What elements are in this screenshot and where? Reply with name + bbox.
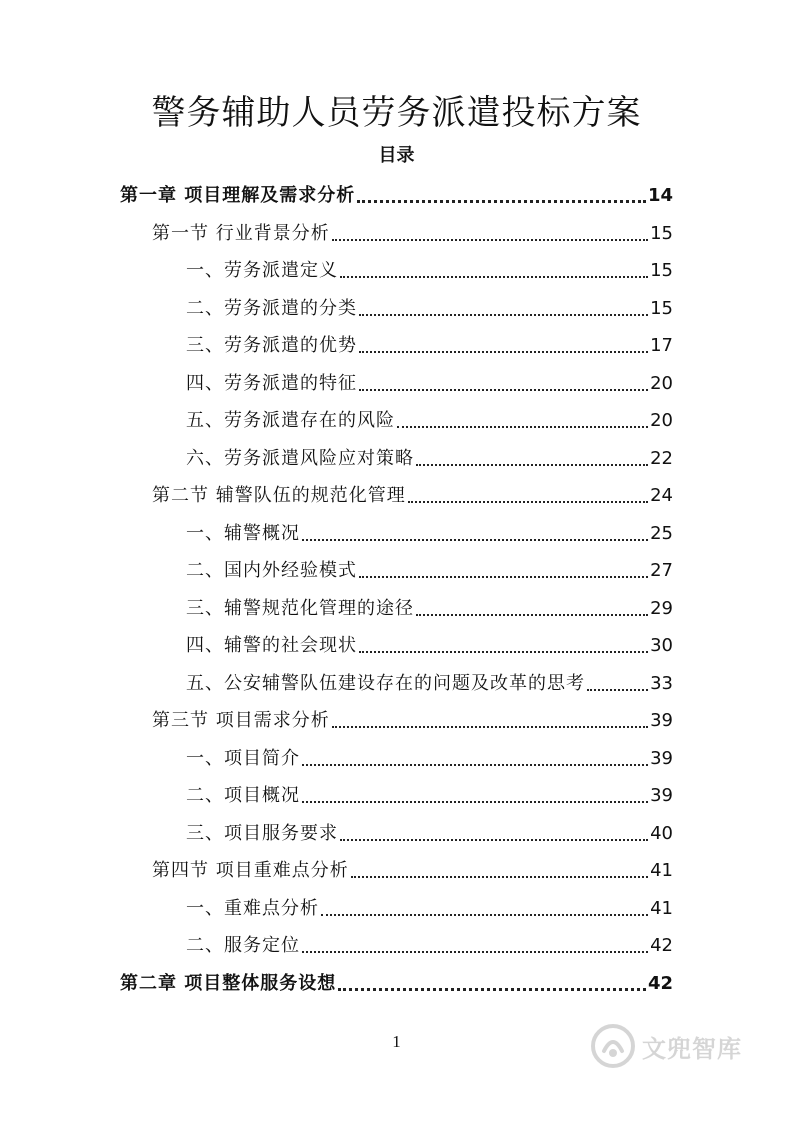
toc-leader-dots [302,764,648,766]
document-title: 警务辅助人员劳务派遣投标方案 [151,93,642,133]
toc-entry-label: 第一章 项目理解及需求分析 [120,185,356,206]
toc-entry-item[interactable] [186,364,673,401]
toc-entry-label: 二、服务定位 [186,935,300,956]
toc-leader-dots [302,801,648,803]
toc-leader-dots [338,988,646,991]
toc-entry-label: 第二节 辅警队伍的规范化管理 [152,485,406,506]
toc-entry-label: 第二章 项目整体服务设想 [120,972,337,994]
toc-entry-page: 22 [650,447,673,469]
toc-entry-page: 20 [650,410,673,431]
toc-entry-item[interactable] [186,739,673,776]
toc-entry-page: 39 [650,710,673,731]
toc-entry-label: 三、劳务派遣的优势 [186,335,357,356]
toc-entry-label: 五、公安辅警队伍建设存在的问题及改革的思考 [186,672,585,694]
toc-entry-section[interactable] [152,851,673,888]
toc-entry-label: 一、劳务派遣定义 [186,260,338,281]
toc-entry-chapter-1[interactable] [120,176,673,213]
toc-leader-dots [587,689,648,691]
wendou-logo-icon [590,1023,636,1069]
toc-leader-dots [359,314,648,316]
toc-leader-dots [332,239,648,241]
toc-entry-label: 三、项目服务要求 [186,822,338,844]
toc-entry-page: 30 [650,635,673,656]
toc-entry-page: 15 [650,297,673,319]
toc-entry-label: 第一节 行业背景分析 [152,222,330,244]
toc-entry-label: 四、劳务派遣的特征 [186,372,357,394]
toc-leader-dots [416,614,648,616]
toc-entry-page: 25 [650,522,673,544]
toc-leader-dots [351,876,648,878]
toc-entry-chapter-2[interactable] [120,964,673,1001]
toc-leader-dots [397,426,648,428]
toc-entry-section[interactable] [152,701,673,738]
page-number: 1 [392,1032,401,1051]
toc-entry-item[interactable] [186,439,673,476]
toc-leader-dots [332,726,648,728]
toc-leader-dots [359,651,648,653]
toc-entry-label: 第三节 项目需求分析 [152,710,330,731]
toc-entry-item[interactable] [186,626,673,663]
toc-heading: 目录 [378,145,415,166]
toc-entry-page: 41 [650,860,673,881]
toc-entry-page: 40 [650,822,673,844]
toc-leader-dots [321,914,648,916]
toc-entry-label: 五、劳务派遣存在的风险 [186,410,395,431]
toc-entry-page: 33 [650,672,673,694]
toc-leader-dots [357,200,646,203]
watermark-text: 文兜智库 [642,1034,742,1063]
toc-entry-item[interactable] [186,664,673,701]
toc-entry-page: 42 [650,935,673,956]
toc-leader-dots [302,539,648,541]
toc-leader-dots [416,464,648,466]
toc-entry-item[interactable] [186,551,673,588]
toc-entry-label: 四、辅警的社会现状 [186,635,357,656]
toc-entry-label: 第四节 项目重难点分析 [152,860,349,881]
toc-leader-dots [408,501,648,503]
toc-entry-item[interactable] [186,514,673,551]
toc-entry-label: 三、辅警规范化管理的途径 [186,597,414,619]
toc-entry-item[interactable] [186,776,673,813]
toc-entry-item[interactable] [186,589,673,626]
toc-entry-label: 六、劳务派遣风险应对策略 [186,447,414,469]
toc-entry-page: 29 [650,597,673,619]
toc-entry-item[interactable] [186,814,673,851]
toc-entry-page: 15 [650,222,673,244]
toc-entry-item[interactable] [186,326,673,363]
toc-entry-page: 39 [650,747,673,769]
toc-entry-page: 20 [650,372,673,394]
toc-entry-page: 41 [650,897,673,919]
toc-entry-item[interactable] [186,289,673,326]
toc-entry-page: 17 [650,335,673,356]
toc-leader-dots [302,951,648,953]
toc-entry-section[interactable] [152,214,673,251]
toc-entry-page: 27 [650,560,673,581]
toc-leader-dots [359,576,648,578]
toc-entry-label: 二、项目概况 [186,785,300,806]
toc-entry-label: 一、项目简介 [186,747,300,769]
toc-entry-label: 二、劳务派遣的分类 [186,297,357,319]
toc-entry-item[interactable] [186,889,673,926]
toc-entry-page: 42 [647,972,673,994]
toc-entry-section[interactable] [152,476,673,513]
toc-leader-dots [340,839,648,841]
toc-entry-item[interactable] [186,926,673,963]
toc-entry-item[interactable] [186,401,673,438]
toc-entry-page: 14 [647,185,673,206]
toc-leader-dots [340,276,648,278]
toc-entry-label: 一、重难点分析 [186,897,319,919]
toc-entry-page: 24 [650,485,673,506]
watermark [590,1018,760,1074]
toc-entry-page: 15 [650,260,673,281]
toc-entry-label: 一、辅警概况 [186,522,300,544]
toc-entry-page: 39 [650,785,673,806]
toc-leader-dots [359,389,648,391]
toc-entry-item[interactable] [186,251,673,288]
toc-entry-label: 二、国内外经验模式 [186,560,357,581]
toc-leader-dots [359,351,648,353]
